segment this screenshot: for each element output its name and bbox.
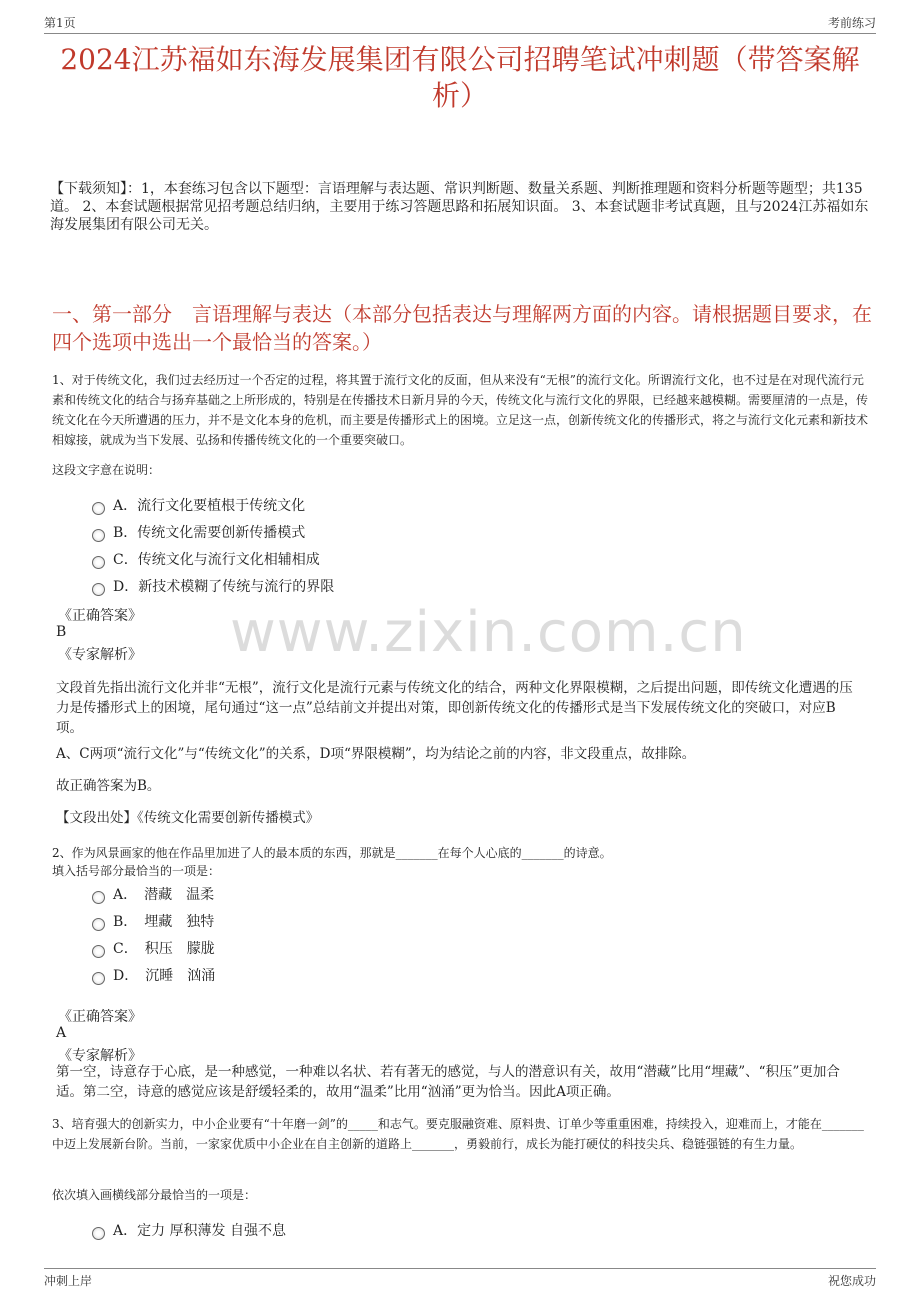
radio-icon[interactable] — [92, 583, 105, 596]
header-divider — [44, 33, 876, 34]
question-2-prompt: 填入括号部分最恰当的一项是： — [52, 864, 221, 878]
question-1-prompt: 这段文字意在说明： — [52, 463, 161, 477]
q1-answer: B — [56, 624, 67, 640]
q1-analysis-text-2: A、C两项“流行文化”与“传统文化”的关系，D项“界限模糊”，均为结论之前的内容，非文段重点，故排除。 — [56, 746, 696, 762]
radio-icon[interactable] — [92, 918, 105, 931]
q1-option-d[interactable]: D．新技术模糊了传统与流行的界限 — [92, 575, 334, 597]
q2-option-b[interactable]: B． 埋藏 独特 — [92, 910, 214, 932]
page-number: 第1页 — [44, 16, 76, 30]
question-2-stem: 2、作为风景画家的他在作品里加进了人的最本质的东西，那就是_______在每个人心底的_______的诗意。 — [52, 846, 612, 860]
q1-option-c[interactable]: C．传统文化与流行文化相辅相成 — [92, 548, 320, 570]
footer-right-text: 祝您成功 — [827, 1274, 876, 1288]
section-title: 一、第一部分 言语理解与表达（本部分包括表达与理解两方面的内容。请根据题目要求，在四个选项中选出一个最恰当的答案。） — [52, 302, 872, 354]
download-notice: 【下载须知】：1，本套练习包含以下题型：言语理解与表达题、常识判断题、数量关系题、判断推理题和资料分析题等题型；共135道。 2、本套试题根据常见招考题总结归纳，主要用于练习答题思路和拓展知识面。 3、本套试题非考试真题，且与2024江苏福如东海发展集团有限公司无关。 — [50, 181, 869, 233]
radio-icon[interactable] — [92, 945, 105, 958]
header-tag: 考前练习 — [827, 16, 876, 30]
q2-analysis-label: 《专家解析》 — [58, 1048, 142, 1064]
watermark: www.zixin.com.cn — [230, 600, 747, 665]
q1-source: 【文段出处】《传统文化需要创新传播模式》 — [56, 810, 320, 826]
question-3-stem: 3、培育强大的创新实力，中小企业要有“十年磨一剑”的_____和志气。要克服融资难、原料贵、订单少等重重困难，持续投入，迎难而上，才能在_______中迈上发展新台阶。当前，一家家优质中小企业在自主创新的道路上_______，勇毅前行，成长为能打硬仗的科技尖兵、稳链强链的有生力量。 — [52, 1117, 864, 1151]
radio-icon[interactable] — [92, 891, 105, 904]
radio-icon[interactable] — [92, 502, 105, 515]
radio-icon[interactable] — [92, 556, 105, 569]
q1-answer-label: 《正确答案》 — [58, 608, 142, 624]
q2-option-d[interactable]: D． 沉睡 汹涌 — [92, 964, 215, 986]
q1-analysis-text-1: 文段首先指出流行文化并非“无根”，流行文化是流行元素与传统文化的结合，两种文化界限模糊，之后提出问题，即传统文化遭遇的压力是传播形式上的困境，尾句通过“这一点”总结前文并提出对策，即创新传统文化的传播形式是当下发展传统文化的突破口，对应B项。 — [56, 680, 853, 736]
q2-option-a[interactable]: A． 潜藏 温柔 — [92, 883, 214, 905]
q2-option-c[interactable]: C． 积压 朦胧 — [92, 937, 215, 959]
question-3-prompt: 依次填入画横线部分最恰当的一项是： — [52, 1188, 257, 1202]
radio-icon[interactable] — [92, 972, 105, 985]
q1-option-a[interactable]: A．流行文化要植根于传统文化 — [92, 494, 305, 516]
radio-icon[interactable] — [92, 529, 105, 542]
footer-divider — [44, 1268, 876, 1269]
q3-option-a[interactable]: A．定力 厚积薄发 自强不息 — [92, 1219, 286, 1241]
q2-analysis-text: 第一空，诗意存于心底，是一种感觉，一种难以名状、若有著无的感觉，与人的潜意识有关，故用“潜藏”比用“埋藏”、“积压”更加合适。第二空，诗意的感觉应该是舒缓轻柔的，故用“温柔”比用“汹涌”更为恰当。因此A项正确。 — [56, 1064, 840, 1100]
q2-answer-label: 《正确答案》 — [58, 1009, 142, 1025]
q1-analysis-text-3: 故正确答案为B。 — [56, 778, 161, 794]
q2-answer: A — [56, 1025, 67, 1041]
q1-option-b[interactable]: B．传统文化需要创新传播模式 — [92, 521, 305, 543]
radio-icon[interactable] — [92, 1227, 105, 1240]
q1-analysis-label: 《专家解析》 — [58, 647, 142, 663]
page-title: 2024江苏福如东海发展集团有限公司招聘笔试冲刺题（带答案解析） — [60, 43, 860, 112]
question-1-stem: 1、对于传统文化，我们过去经历过一个否定的过程，将其置于流行文化的反面，但从来没有“无根”的流行文化。所谓流行文化，也不过是在对现代流行元素和传统文化的结合与扬弃基础之上所形成的，特别是在传播技术日新月异的今天，传统文化与流行文化的界限，已经越来越模糊。需要厘清的一点是，传统文化在今天所遭遇的压力，并不是文化本身的危机，而主要是传播形式上的困境。立足这一点，创新传统文化的传播形式，将之与流行文化元素和新技术相嫁接，就成为当下发展、弘扬和传播传统文化的一个重要突破口。 — [52, 373, 869, 447]
footer-left-text: 冲刺上岸 — [44, 1274, 93, 1288]
